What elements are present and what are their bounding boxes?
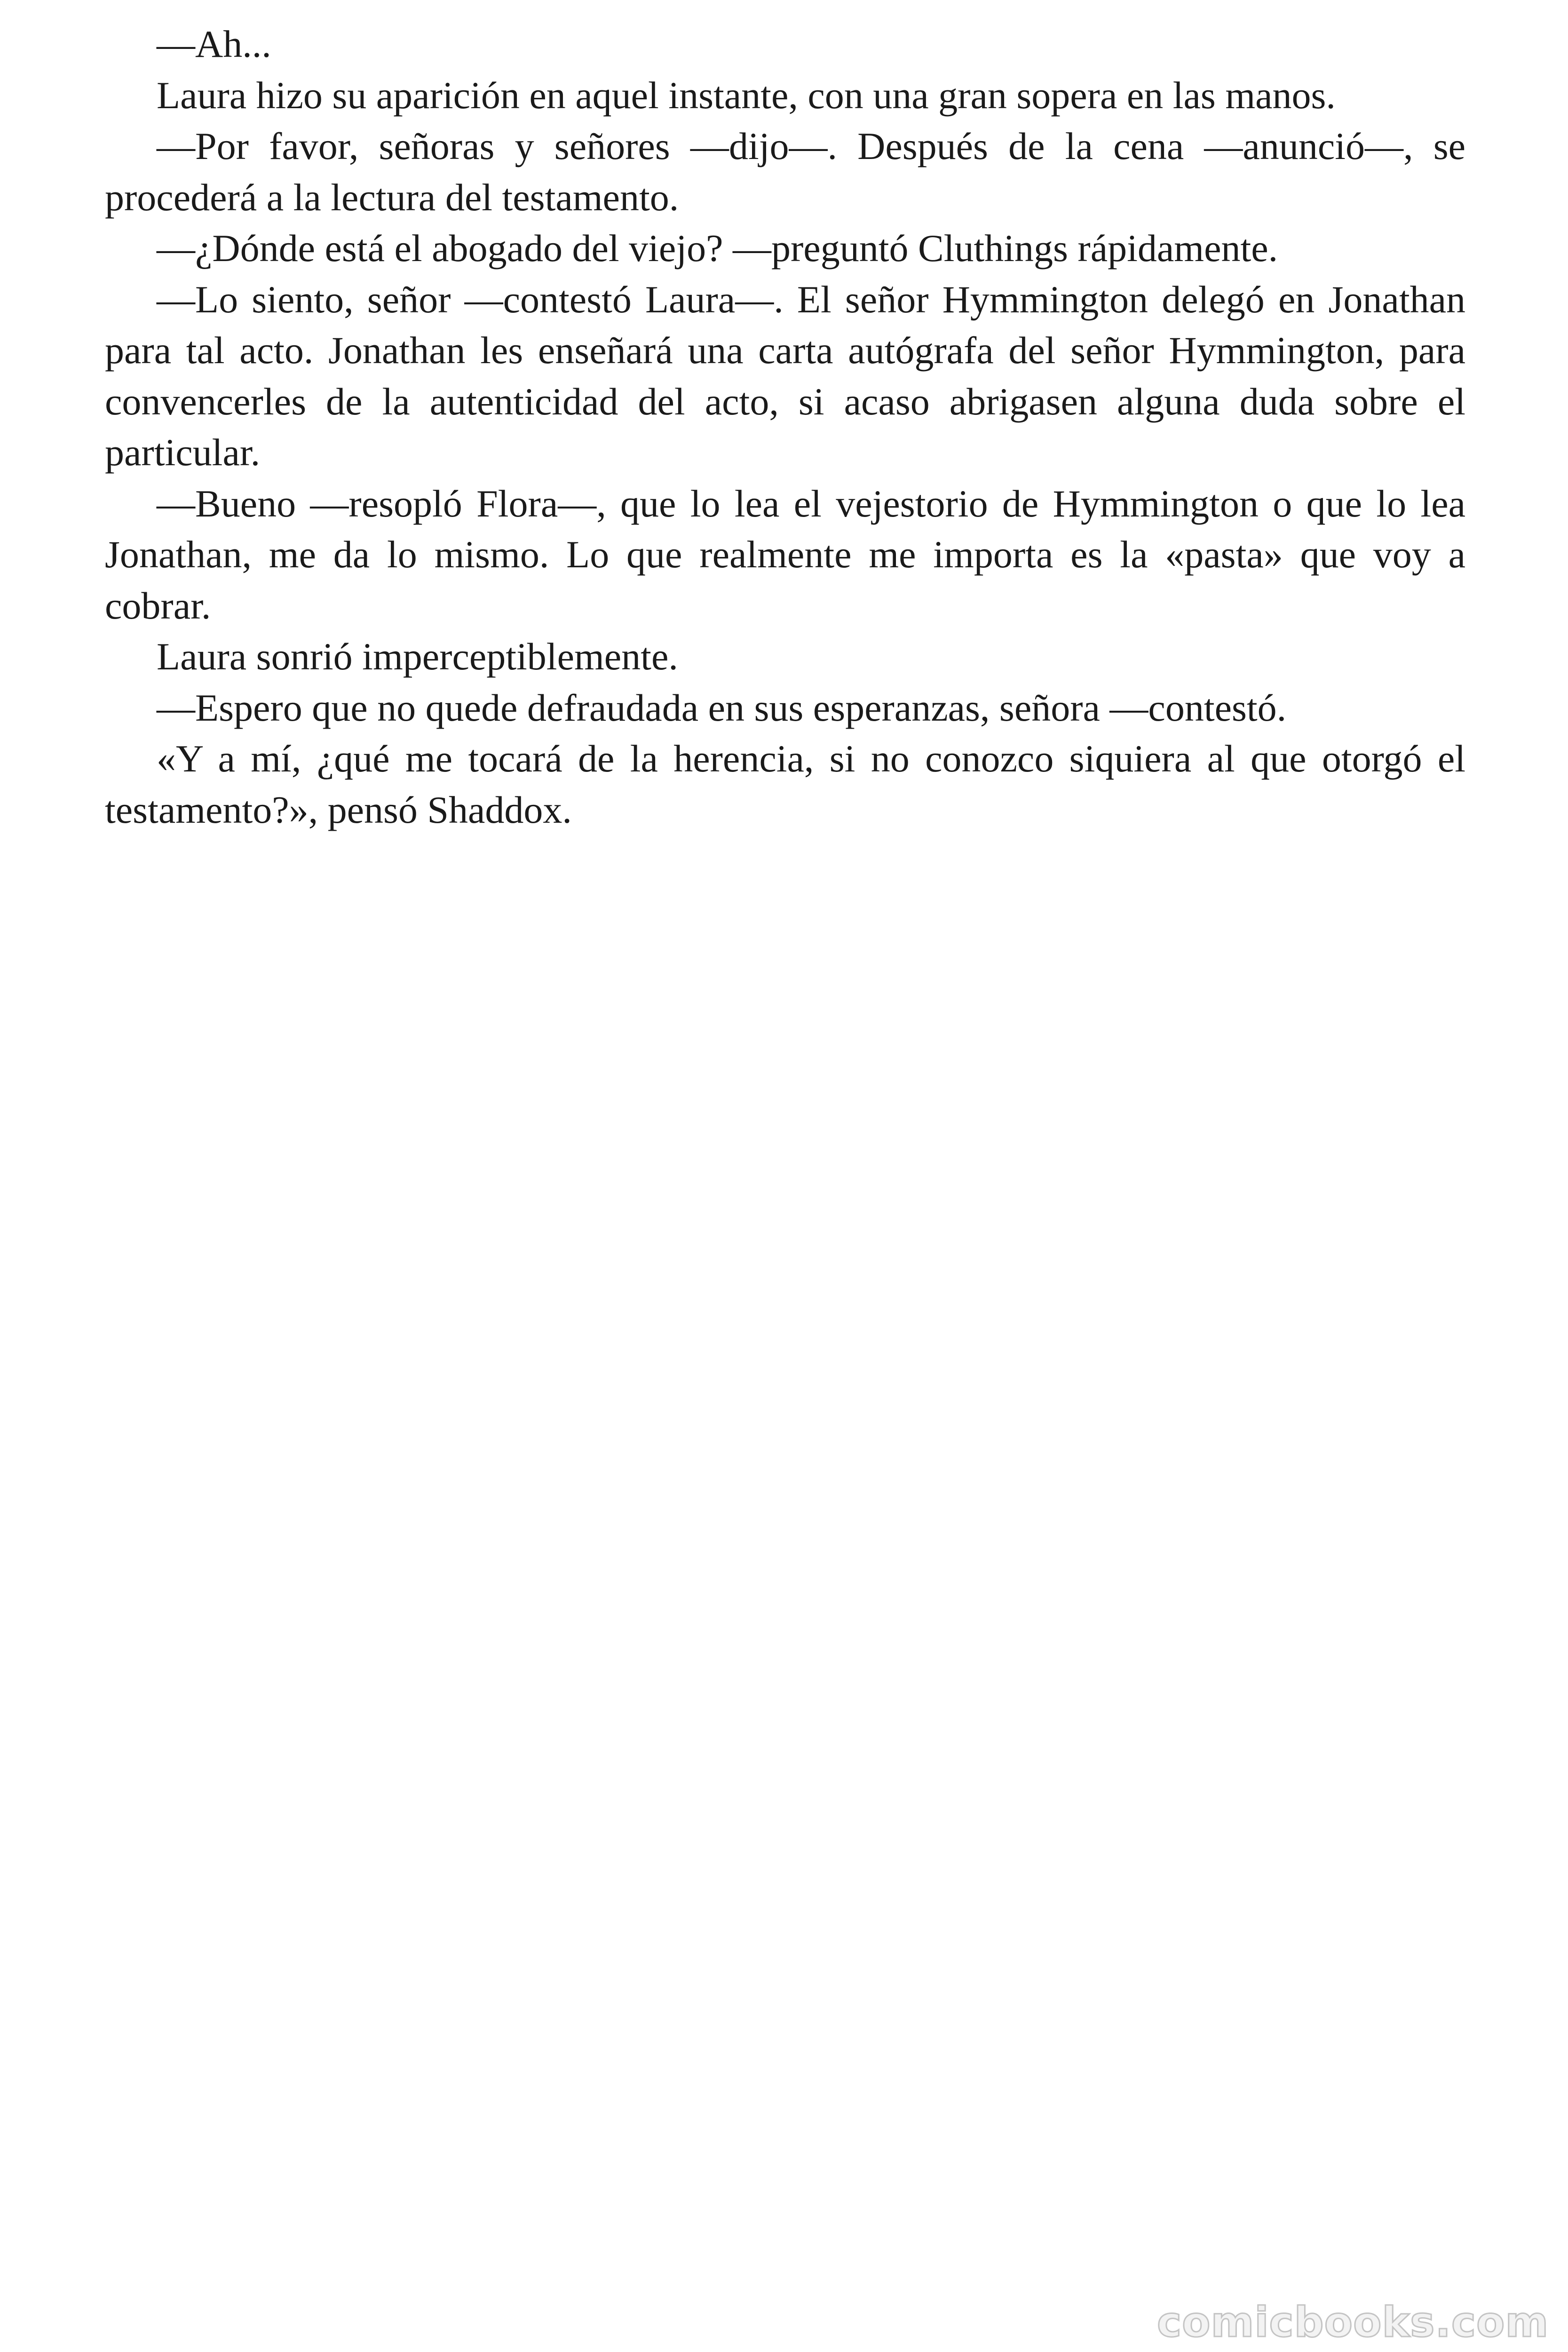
paragraph: —Por favor, señoras y señores —dijo—. Después de la cena —anunció—, se procederá a la lectura del testamento. (105, 125, 1465, 219)
watermark: comicbooks.com (1157, 2298, 1549, 2346)
paragraph: —Lo siento, señor —contestó Laura—. El señor Hymmington delegó en Jonathan para tal acto. Jonathan les enseñará una carta autógrafa del señor Hymmington, para convencerles de la autenticidad del acto, si acaso abrigasen alguna duda sobre el particular. (105, 278, 1465, 474)
body-text (105, 19, 1465, 835)
paragraph: —Espero que no quede defraudada en sus esperanzas, señora —contestó. (157, 686, 1287, 729)
paragraph: Laura hizo su aparición en aquel instante, con una gran sopera en las manos. (157, 73, 1336, 117)
paragraph: —¿Dónde está el abogado del viejo? —preguntó Cluthings rápidamente. (157, 227, 1278, 270)
paragraph: «Y a mí, ¿qué me tocará de la herencia, si no conozco siquiera al que otorgó el testamento?», pensó Shaddox. (105, 737, 1465, 831)
paragraph: —Bueno —resopló Flora—, que lo lea el vejestorio de Hymmington o que lo lea Jonathan, me da lo mismo. Lo que realmente me importa es la «pasta» que voy a cobrar. (105, 482, 1465, 627)
paragraph: —Ah... (157, 23, 271, 65)
paragraph: Laura sonrió imperceptiblemente. (157, 635, 678, 678)
